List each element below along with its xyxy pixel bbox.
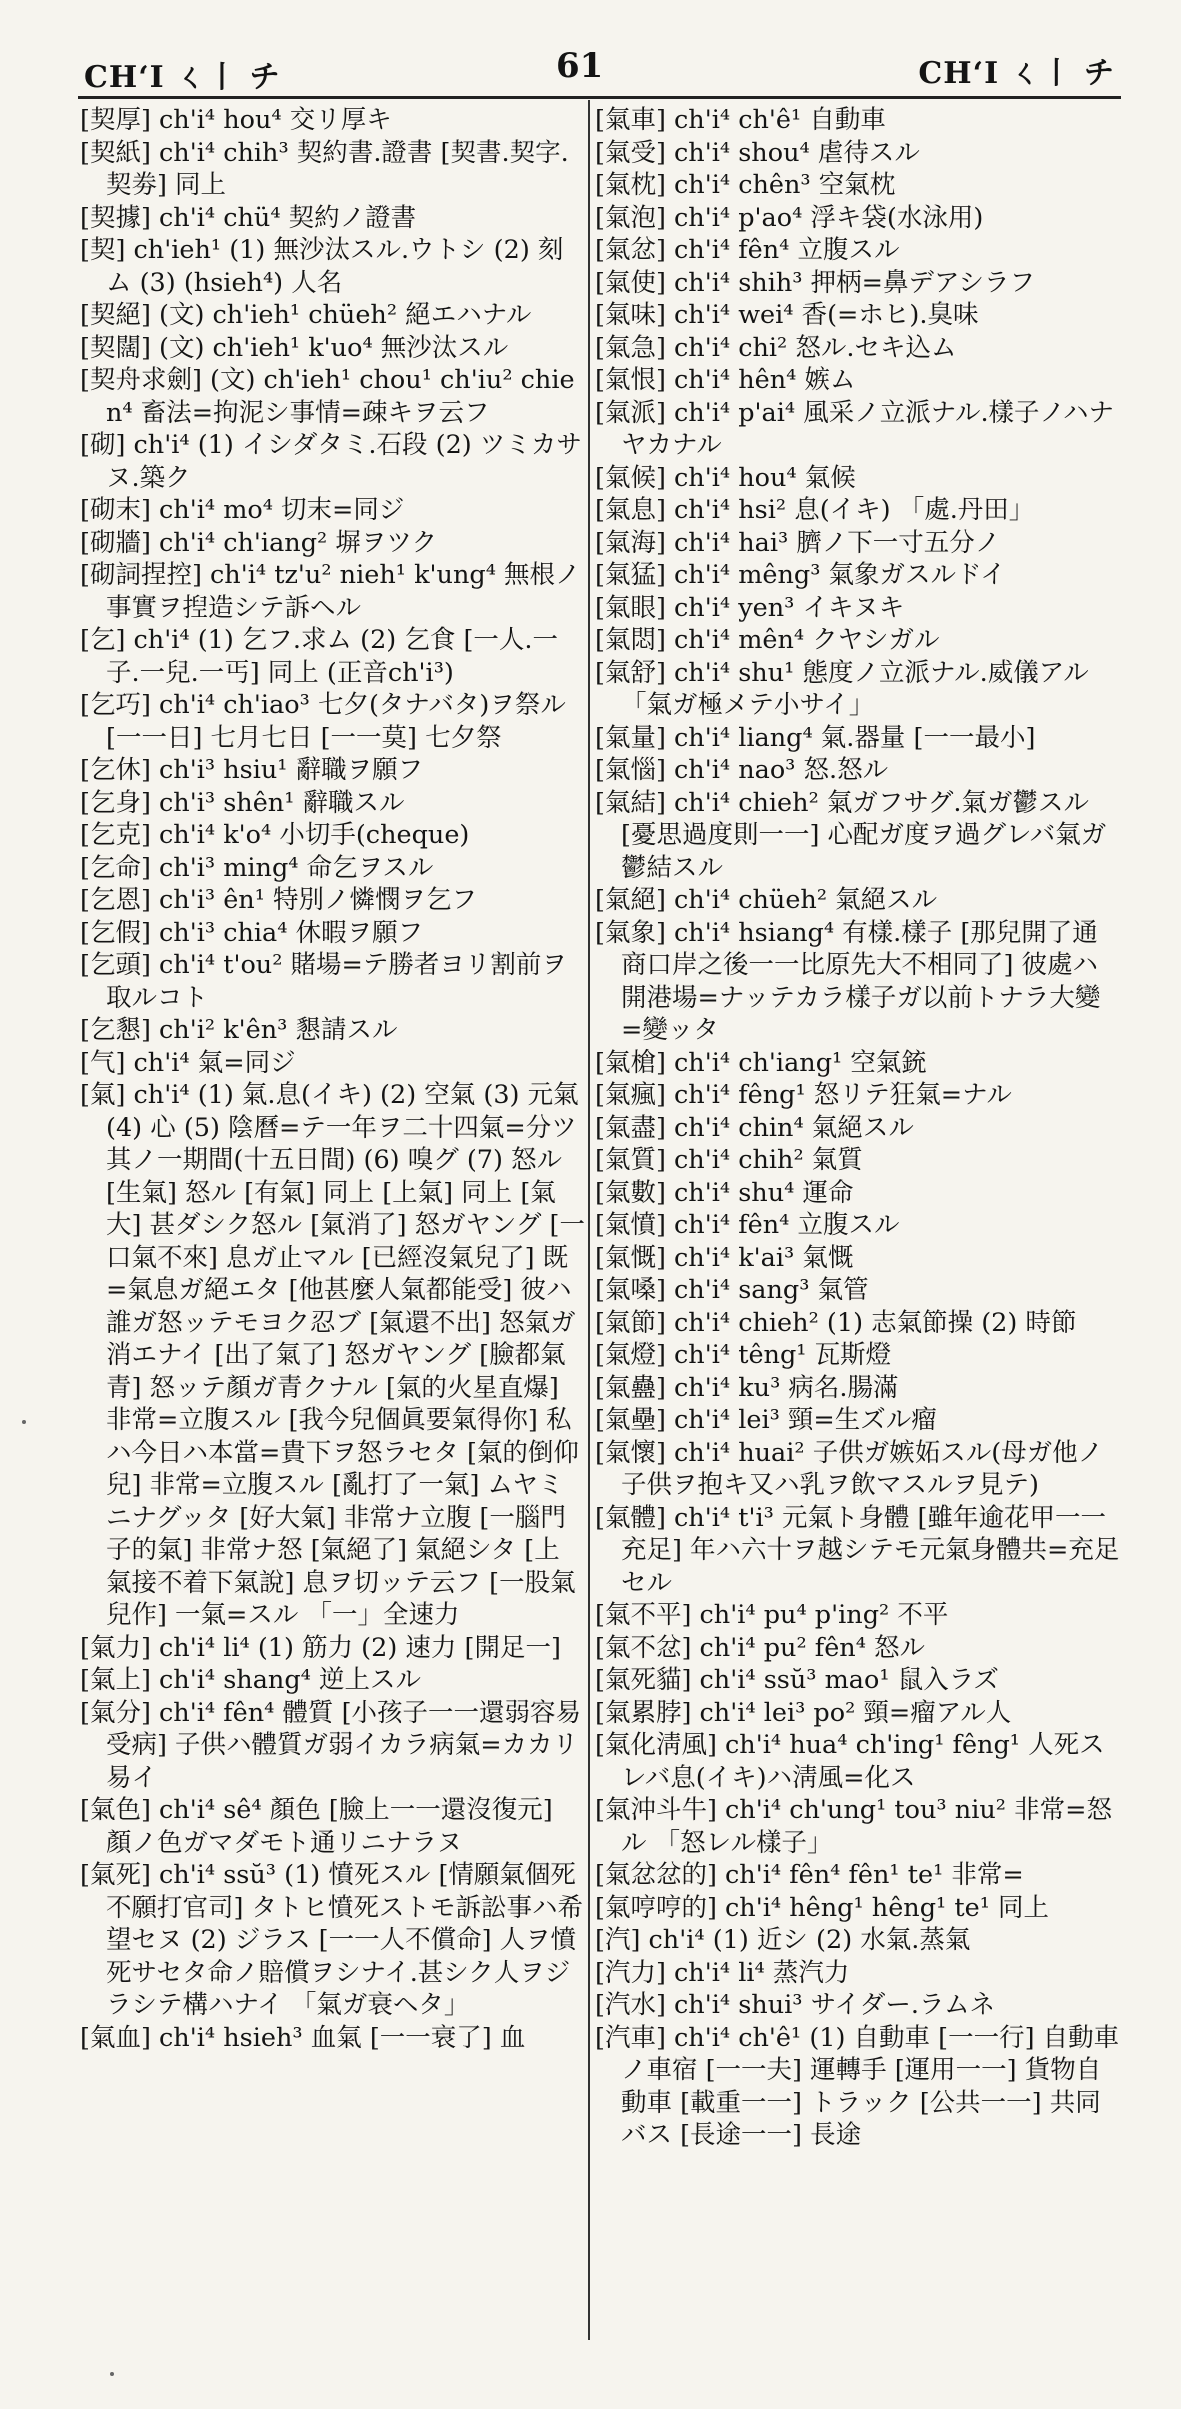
scan-speck: [22, 1420, 26, 1424]
dictionary-entry: [氣候] ch'i⁴ hou⁴ 氣候: [595, 462, 856, 493]
dictionary-entry: [砌] ch'i⁴ (1) イシダタミ.石段 (2) ツミカサヌ.築ク: [80, 430, 582, 493]
dictionary-entry: [氣恨] ch'i⁴ hên⁴ 嫉ム: [595, 365, 856, 395]
dictionary-entry: [氣憤] ch'i⁴ fên⁴ 立腹スル: [595, 1210, 900, 1240]
dictionary-entry: [氣懷] ch'i⁴ huai² 子供ガ嫉妬スル(母ガ他ノ子供ヲ抱キ又ハ乳ヲ飲マスルヲ見テ): [595, 1437, 1104, 1500]
dictionary-entry: [乞巧] ch'i⁴ ch'iao³ 七夕(タナバタ)ヲ祭ル [一一日] 七月七日 [一一莫] 七夕祭: [80, 690, 566, 753]
dictionary-entry: [氣忿] ch'i⁴ fên⁴ 立腹スル: [595, 235, 900, 265]
dictionary-entry: [氣海] ch'i⁴ hai³ 臍ノ下一寸五分ノ: [595, 527, 1001, 558]
dictionary-entry: [乞克] ch'i⁴ k'o⁴ 小切手(cheque): [80, 820, 470, 850]
dictionary-entry: [氣瘋] ch'i⁴ fêng¹ 怒リテ狂氣=ナル: [595, 1080, 1012, 1110]
dictionary-entry: [氣上] ch'i⁴ shang⁴ 逆上スル: [80, 1665, 421, 1695]
dictionary-entry: [氣] ch'i⁴ (1) 氣.息(イキ) (2) 空氣 (3) 元氣 (4) 心 (5) 陰曆=テ一年ヲ二十四氣=分ツ其ノ一期間(十五日間) (6) 嗅グ (7) 怒ル [生氣] 怒ル [有氣] 同上 [上氣] 同上 [氣大] 甚ダシク怒ル [氣消了] 怒ガヤング [一口氣不來] 息ガ止マル [已經沒氣兒了] 既=氣息ガ絕エタ [他甚麼人氣都能受] 彼ハ誰ガ怒ッテモヨク忍ブ [氣還不出] 怒氣ガ消エナイ [出了氣了] 怒ガヤング [臉都氣青] 怒ッテ顏ガ青クナル [氣的火星直爆] 非常=立腹スル [我今兒個眞要氣得你] 私ハ今日ハ本當=貴下ヲ怒ラセタ [氣的倒仰兒] 非常=立腹スル [亂打了一氣] ムヤミニナグッタ [好大氣] 非常ナ立腹 [一腦門子的氣] 非常ナ怒 [氣絕了] 氣絕シタ [上氣接不着下氣說] 息ヲ切ッテ云フ [一股氣兒作] 一氣=スル 「一」全速力: [80, 1080, 585, 1630]
dictionary-entry: [契闊] (文) ch'ieh¹ k'uo⁴ 無沙汰スル: [80, 332, 509, 363]
right-column: [595, 104, 1120, 2340]
dictionary-entry: [契舟求劍] (文) ch'ieh¹ chou¹ ch'iu² chien⁴ 畜法=拘泥シ事情=疎キヲ云フ: [80, 365, 575, 428]
dictionary-entry: [氣受] ch'i⁴ shou⁴ 虐待スル: [595, 137, 920, 168]
dictionary-entry: [氣沖斗牛] ch'i⁴ ch'ung¹ tou³ niu² 非常=怒ル 「怒レル樣子」: [595, 1795, 1112, 1858]
dictionary-entry: [氣悶] ch'i⁴ mên⁴ クヤシガル: [595, 625, 940, 655]
dictionary-entry: [氣量] ch'i⁴ liang⁴ 氣.器量 [一一最小]: [595, 722, 1036, 753]
dictionary-entry: [气] ch'i⁴ 氣=同ジ: [80, 1047, 296, 1078]
dictionary-entry: [氣壘] ch'i⁴ lei³ 頸=生ズル瘤: [595, 1405, 937, 1435]
dictionary-entry: [氣力] ch'i⁴ li⁴ (1) 筋力 (2) 速力 [開足一]: [80, 1632, 561, 1663]
dictionary-entry: [氣使] ch'i⁴ shih³ 押柄=鼻デアシラフ: [595, 267, 1035, 298]
dictionary-entry: [乞假] ch'i³ chia⁴ 休暇ヲ願フ: [80, 917, 424, 948]
dictionary-entry: [氣急] ch'i⁴ chi² 怒ル.セキ込ム: [595, 332, 957, 363]
page-number: 61: [556, 46, 604, 86]
dictionary-entry: [契紙] ch'i⁴ chih³ 契約書.證書 [契書.契字.契劵] 同上: [80, 137, 569, 200]
dictionary-entry: [氣結] ch'i⁴ chieh² 氣ガフサグ.氣ガ鬱スル [憂思過度則一一] 心配ガ度ヲ過グレバ氣ガ鬱結スル: [595, 787, 1107, 883]
page-header: [78, 40, 1121, 100]
dictionary-entry: [氣息] ch'i⁴ hsi² 息(イキ) 「處.丹田」: [595, 495, 1035, 525]
dictionary-entry: [乞頭] ch'i⁴ t'ou² 賭場=テ勝者ヨリ割前ヲ取ルコト: [80, 950, 567, 1013]
left-column: [80, 104, 585, 2340]
dictionary-entry: [氣枕] ch'i⁴ chên³ 空氣枕: [595, 170, 896, 200]
dictionary-entry: [契據] ch'i⁴ chü⁴ 契約ノ證書: [80, 202, 417, 233]
dictionary-entry: [氣猛] ch'i⁴ mêng³ 氣象ガスルドイ: [595, 560, 1006, 590]
dictionary-entry: [氣舒] ch'i⁴ shu¹ 態度ノ立派ナル.威儀アル 「氣ガ極メテ小サイ」: [595, 657, 1089, 720]
dictionary-entry: [氣分] ch'i⁴ fên⁴ 體質 [小孩子一一還弱容易受病] 子供ハ體質ガ弱イカラ病氣=カカリ易イ: [80, 1697, 582, 1793]
dictionary-entry: [乞] ch'i⁴ (1) 乞フ.求ム (2) 乞食 [一人.一子.一兒.一丐] 同上 (正音ch'i³): [80, 625, 559, 688]
dictionary-entry: [砌詞捏控] ch'i⁴ tz'u² nieh¹ k'ung⁴ 無根ノ事實ヲ揑造シテ訴ヘル: [80, 560, 581, 623]
dictionary-entry: [氣槍] ch'i⁴ ch'iang¹ 空氣銃: [595, 1047, 927, 1078]
dictionary-entry: [氣眼] ch'i⁴ yen³ イキヌキ: [595, 592, 905, 623]
dictionary-entry: [氣質] ch'i⁴ chih² 氣質: [595, 1145, 863, 1175]
dictionary-entry: [氣節] ch'i⁴ chieh² (1) 志氣節操 (2) 時節: [595, 1307, 1077, 1338]
dictionary-entry: [氣血] ch'i⁴ hsieh³ 血氣 [一一衰了] 血: [80, 2022, 526, 2053]
dictionary-entry: [乞恩] ch'i³ ên¹ 特別ノ憐憫ヲ乞フ: [80, 885, 478, 915]
dictionary-entry: [砌牆] ch'i⁴ ch'iang² 塀ヲツク: [80, 527, 438, 558]
dictionary-entry: [氣蠱] ch'i⁴ ku³ 病名.腸滿: [595, 1372, 899, 1403]
dictionary-entry: [氣慨] ch'i⁴ k'ai³ 氣慨: [595, 1242, 854, 1273]
dictionary-entry: [氣燈] ch'i⁴ têng¹ 瓦斯燈: [595, 1340, 892, 1370]
dictionary-entry: [汽] ch'i⁴ (1) 近シ (2) 水氣.蒸氣: [595, 1925, 971, 1955]
dictionary-entry: [乞命] ch'i³ ming⁴ 命乞ヲスル: [80, 852, 434, 883]
dictionary-entry: [砌末] ch'i⁴ mo⁴ 切末=同ジ: [80, 495, 405, 525]
header-left-title: CHʻI ㄑ丨 チ: [84, 60, 281, 95]
dictionary-entry: [氣色] ch'i⁴ sê⁴ 顏色 [臉上一一還沒復元] 顏ノ色ガマダモト通リニナラヌ: [80, 1795, 553, 1858]
dictionary-entry: [契] ch'ieh¹ (1) 無沙汰スル.ウトシ (2) 刻ム (3) (hsieh⁴) 人名: [80, 235, 564, 298]
dictionary-entry: [契厚] ch'i⁴ hou⁴ 交リ厚キ: [80, 105, 392, 135]
dictionary-entry: [契絕] (文) ch'ieh¹ chüeh² 絕エハナル: [80, 300, 532, 330]
dictionary-entry: [氣化淸風] ch'i⁴ hua⁴ ch'ing¹ fêng¹ 人死スレバ息(イキ)ハ淸風=化ス: [595, 1730, 1105, 1793]
dictionary-entry: [氣泡] ch'i⁴ p'ao⁴ 浮キ袋(水泳用): [595, 202, 984, 233]
dictionary-entry: [氣死] ch'i⁴ ssŭ³ (1) 憤死スル [情願氣個死不願打官司] タトヒ憤死ストモ訴訟事ハ希望セヌ (2) ジラス [一一人不償命] 人ヲ憤死サセタ命ノ賠償ヲシナイ.甚シク人ヲジラシテ構ハナイ 「氣ガ衰ヘタ」: [80, 1860, 584, 2020]
column-divider: [588, 100, 590, 2340]
dictionary-entry: [氣累脖] ch'i⁴ lei³ po² 頸=瘤アル人: [595, 1697, 1012, 1728]
dictionary-entry: [氣哼哼的] ch'i⁴ hêng¹ hêng¹ te¹ 同上: [595, 1892, 1050, 1923]
dictionary-entry: [乞休] ch'i³ hsiu¹ 辭職ヲ願フ: [80, 755, 424, 785]
dictionary-entry: [氣體] ch'i⁴ t'i³ 元氣ト身體 [雖年逾花甲一一充足] 年ハ六十ヲ越シテモ元氣身體共=充足セル: [595, 1502, 1120, 1598]
dictionary-entry: [氣忿忿的] ch'i⁴ fên⁴ fên¹ te¹ 非常=: [595, 1860, 1024, 1890]
header-right-title: CHʻI ㄑ丨 チ: [918, 56, 1115, 91]
dictionary-entry: [汽水] ch'i⁴ shui³ サイダー.ラムネ: [595, 1990, 996, 2020]
header-rule: [78, 96, 1121, 99]
dictionary-entry: [氣嗓] ch'i⁴ sang³ 氣管: [595, 1275, 869, 1305]
dictionary-entry: [氣象] ch'i⁴ hsiang⁴ 有樣.樣子 [那兒開了通商口岸之後一一比原先大不相同了] 彼處ハ開港場=ナッテカラ樣子ガ以前トナラ大變=變ッタ: [595, 917, 1101, 1045]
dictionary-entry: [汽車] ch'i⁴ ch'ê¹ (1) 自動車 [一一行] 自動車ノ車宿 [一一夫] 運轉手 [運用一一] 貨物自動車 [載重一一] トラック [公共一一] 共同バス [長途一一] 長途: [595, 2022, 1120, 2150]
dictionary-entry: [氣車] ch'i⁴ ch'ê¹ 自動車: [595, 105, 886, 135]
scan-speck: [110, 2372, 114, 2376]
dictionary-entry: [氣數] ch'i⁴ shu⁴ 運命: [595, 1177, 854, 1208]
dictionary-entry: [氣不平] ch'i⁴ pu⁴ p'ing² 不平: [595, 1600, 949, 1630]
dictionary-entry: [氣味] ch'i⁴ wei⁴ 香(=ホヒ).臭味: [595, 300, 979, 330]
dictionary-entry: [氣死貓] ch'i⁴ ssŭ³ mao¹ 鼠入ラズ: [595, 1665, 999, 1695]
dictionary-entry: [氣絕] ch'i⁴ chüeh² 氣絕スル: [595, 885, 938, 915]
dictionary-entry: [氣惱] ch'i⁴ nao³ 怒.怒ル: [595, 755, 889, 785]
dictionary-entry: [氣盡] ch'i⁴ chin⁴ 氣絕スル: [595, 1112, 914, 1143]
dictionary-entry: [氣派] ch'i⁴ p'ai⁴ 風采ノ立派ナル.樣子ノハナヤカナル: [595, 397, 1115, 460]
dictionary-entry: [汽力] ch'i⁴ li⁴ 蒸汽力: [595, 1957, 850, 1988]
dictionary-entry: [氣不忿] ch'i⁴ pu² fên⁴ 怒ル: [595, 1632, 926, 1663]
dictionary-entry: [乞懇] ch'i² k'ên³ 懇請スル: [80, 1015, 398, 1045]
dictionary-entry: [乞身] ch'i³ shên¹ 辭職スル: [80, 787, 405, 818]
